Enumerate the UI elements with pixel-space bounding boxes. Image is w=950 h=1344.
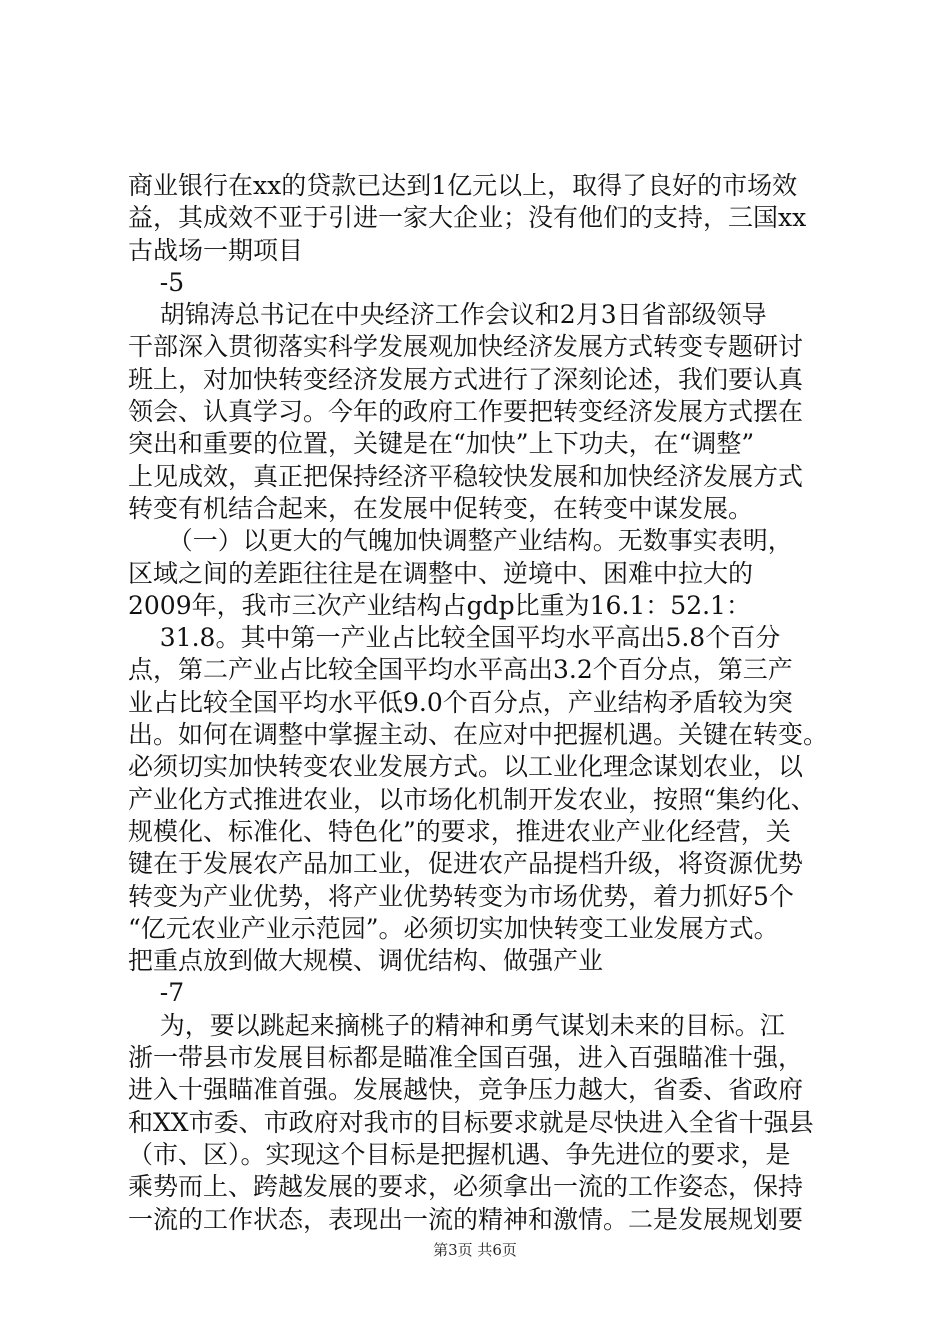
text-line: 突出和重要的位置，关键是在“加快”上下功夫，在“调整”	[128, 429, 755, 459]
text-line: 区域之间的差距往往是在调整中、逆境中、困难中拉大的	[128, 558, 754, 588]
text-line: 上见成效，真正把保持经济平稳较快发展和加快经济发展方式	[128, 461, 804, 491]
page-number-label: 第3页 共6页	[433, 1241, 517, 1259]
text-line: “亿元农业产业示范园”。必须切实加快转变工业发展方式。	[128, 913, 779, 943]
text-line: 古战场一期项目	[128, 235, 304, 265]
text-line: 键在于发展农产品加工业，促进农产品提档升级，将资源优势	[128, 849, 804, 879]
text-line: -5	[128, 267, 185, 297]
text-line: 业占比较全国平均水平低9.0个百分点，产业结构矛盾较为突	[128, 687, 793, 717]
text-line: 胡锦涛总书记在中央经济工作会议和2月3日省部级领导	[128, 300, 767, 330]
text-line: 点，第二产业占比较全国平均水平高出3.2个百分点，第三产	[128, 655, 793, 685]
text-line: 31.8。其中第一产业占比较全国平均水平高出5.8个百分	[128, 623, 781, 653]
text-line: 乘势而上、跨越发展的要求，必须拿出一流的工作姿态，保持	[128, 1172, 804, 1202]
text-line: 出。如何在调整中掌握主动、在应对中把握机遇。关键在转变。	[128, 720, 829, 750]
text-line: 转变有机结合起来，在发展中促转变，在转变中谋发展。	[128, 493, 754, 523]
text-line: （一）以更大的气魄加快调整产业结构。无数事实表明，	[128, 526, 793, 556]
text-line: 和XX市委、市政府对我市的目标要求就是尽快进入全省十强县	[128, 1107, 814, 1137]
text-line: （市、区）。实现这个目标是把握机遇、争先进位的要求，是	[128, 1139, 791, 1169]
text-line: 为，要以跳起来摘桃子的精神和勇气谋划未来的目标。江	[128, 1010, 785, 1040]
page-footer	[0, 1240, 950, 1260]
text-line: 必须切实加快转变农业发展方式。以工业化理念谋划农业，以	[128, 752, 804, 782]
text-line: 规模化、标准化、特色化”的要求，推进农业产业化经营，关	[128, 816, 791, 846]
text-line: 浙一带县市发展目标都是瞄准全国百强，进入百强瞄准十强，	[128, 1043, 804, 1073]
document-body	[128, 170, 836, 1236]
text-line: 一流的工作状态，表现出一流的精神和激情。二是发展规划要	[128, 1204, 804, 1234]
text-line: 产业化方式推进农业，以市场化机制开发农业，按照“集约化、	[128, 784, 816, 814]
text-line: 商业银行在xx的贷款已达到1亿元以上，取得了良好的市场效	[128, 171, 798, 200]
text-line: 2009年，我市三次产业结构占gdp比重为16.1：52.1：	[128, 590, 751, 620]
text-line: 班上，对加快转变经济发展方式进行了深刻论述，我们要认真	[128, 364, 804, 394]
text-line: 益，其成效不亚于引进一家大企业；没有他们的支持，三国xx	[128, 203, 807, 233]
text-line: -7	[128, 978, 185, 1008]
text-line: 转变为产业优势，将产业优势转变为市场优势，着力抓好5个	[128, 881, 794, 911]
text-line: 领会、认真学习。今年的政府工作要把转变经济发展方式摆在	[128, 397, 804, 427]
text-line: 干部深入贯彻落实科学发展观加快经济发展方式转变专题研讨	[128, 332, 804, 362]
text-line: 进入十强瞄准首强。发展越快，竞争压力越大，省委、省政府	[128, 1075, 804, 1105]
text-line: 把重点放到做大规模、调优结构、做强产业	[128, 946, 604, 976]
